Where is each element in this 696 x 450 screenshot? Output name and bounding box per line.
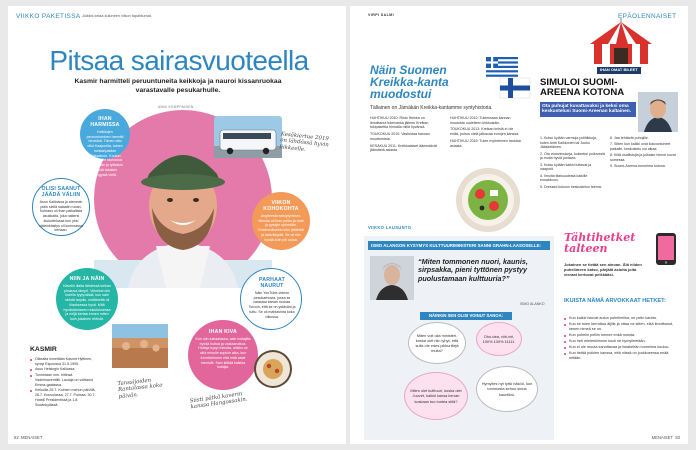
ismo-alanko-illustration	[370, 256, 414, 300]
stars-item: Kun se tulee kerrottua äijille ja ottaa ne sitten, eikä ilmoittanut, kenen nimeä se on.	[564, 322, 676, 332]
pm-step: 6. Jaa tehtävät puhujille.	[610, 136, 649, 140]
stars-item: Kun puhelin pelliin menee enkä muista.	[564, 333, 676, 338]
handwritten-note-hanko: Siisti pätkä kaverin kanssa Hangossakin.	[189, 391, 249, 411]
article-title: Näin Suomen Kreikka-kanta muodostui	[370, 63, 449, 102]
article-para: TOUKOKUU 2013: Kreikan kriisiä ei ole enää, puhuu vielä jatkavaa eurojen kanssa.	[450, 127, 520, 137]
greece-flag-icon	[486, 57, 518, 77]
ismo-photo	[370, 256, 414, 300]
article-col1	[370, 116, 442, 153]
circle-olisi-saanut	[32, 178, 90, 236]
circle-title: VIIKON KOHOKOHTA	[263, 200, 299, 212]
circle-text: Asun Kallioissa ja aiemmin pidin siellä salaatin ruoan. Kohtaus oli ihan paikallista asukkaita, joka nakersi kiukuttelussa kun yksi väärinkäsitys oli kummassa kertaan.	[39, 200, 83, 233]
stars-subtitle: IKUISTA NÄMÄ ARVOKKAAT HETKET:	[564, 298, 666, 304]
quote-box	[364, 236, 554, 440]
pm-step: 5. Dressed kokoon keskustelun teema.	[540, 184, 602, 189]
quote-section-title: ISMO ALANGON KYSYMYS KULTTUURIMINISTERI SANNI GRAHN-LAASOSELLE:	[368, 241, 550, 250]
kasmir-fact: Keikoilla 25.7. Kolmen mehun päivillä, 26.7. Kouvolassa, 27.7. Porissa, 30.7. Hotelli Presidentissä ja 1.8. Sodankylässä.	[30, 388, 96, 407]
article-para: HUHTIKUU 2012: Tukiessaan kannan muutosta uudelleen kirkkoisäin.	[450, 116, 511, 125]
pm-photo	[638, 92, 678, 132]
stars-box	[562, 232, 684, 442]
handwritten-note-bus: Kesäkiertue 2019 on lähdössä hyvin liikkeelle.	[279, 131, 329, 153]
food-illustration	[254, 350, 292, 388]
quote-author: ISMO ALANKO	[520, 302, 545, 306]
tent-label: IHAN OMAT BILEET	[597, 67, 641, 74]
pm-step: 3. Kutsu kylään kaikki tuttavat ja naapurit.	[540, 162, 592, 172]
tour-bus-illustration	[214, 116, 282, 158]
circle-viikon-kohokohta	[252, 192, 310, 250]
circle-niin-ja-nain	[56, 268, 118, 330]
kasmir-title: KASMIR	[30, 346, 57, 353]
quote-label: VIIKKO LAUSUNTO	[368, 225, 412, 230]
circle-parhaat-naurut	[240, 268, 302, 330]
kasmir-fact: Tunnetaan mm. hittinsä Vadelmaventtiili. Laulaja on voittanut Emma-gaalassa.	[30, 373, 96, 387]
article-para: TOUKOKUU 2010: Vastustaa kannan muuttumista.	[370, 132, 430, 141]
kasmir-facts	[30, 357, 96, 408]
page-number: 82 MENAISET	[14, 435, 43, 440]
right-page	[350, 6, 688, 444]
stars-list	[564, 316, 676, 362]
circle-text: Keikkojen peruuntuminen harmitti hirveästi. Toinen olisi ollut Kaapoolla, toinen mestaripaidan Ruissaloon. Koulun siellä ehdin rauhassa lepäämään ja tykkäsin päästä takaisin sängystä vielä.	[86, 130, 124, 177]
pm-step: 1. Kutsu kylään varmoja poliitikkoja, kuten Antti Kaikkonen tai Jouko Jääskeläinen.	[540, 136, 597, 150]
handwritten-note-tanssijat: Tanssijoiden Rantalassa koko päivän.	[117, 377, 163, 401]
pm-subtitle: Ota puhujat kuvattavaksi ja keksi oma keskustelusi Suomi-Areenan kaltainen.	[540, 102, 636, 117]
greek-flag	[486, 57, 518, 77]
pm-step: 8. Kiitä osallistujia ja julkaise hienot kuvat somessa.	[610, 153, 676, 162]
vip-tag: VIRPI SALMI	[368, 13, 394, 17]
headline: Pitsaa sairasvuoteella	[49, 45, 309, 76]
pm-steps-a	[540, 136, 606, 189]
hanko-photo	[254, 350, 292, 388]
pm-step: 2. Ota muovimukeja, kokeeksi pullovesiä ja muita hyviä juotavia.	[540, 151, 605, 161]
finnish-flag	[500, 78, 530, 98]
phone-icon	[654, 232, 678, 266]
bubbles-title: NÄINKIN SEN OLISI VOINUT SANOA:	[420, 312, 512, 320]
stars-item: Kun tietää poikien kanssa, että niissä on joukkueessa enää mitään.	[564, 351, 676, 361]
politician-illustration	[638, 92, 678, 132]
smartphone-icon	[654, 232, 678, 266]
greek-salad-illustration	[456, 168, 520, 232]
byline: ANNI KEMPPAINEN	[158, 105, 194, 109]
circle-title: IHAN KIVA	[209, 329, 237, 335]
speech-bubble: Miten voit olla ministeri, koska olet niin lyhyt, että sulla ole edes pikkurillejä muita?	[408, 322, 466, 364]
finland-flag-icon	[500, 78, 530, 98]
circle-text: Kävelin illalla tähdessä keikan pirskuva lämpö. Viimeksi olin todella tyytyväisiä, kun sain nähdä tarjoilu, esittäneitä oli tilauksessa hyvä. Mitä hyvästämiseen nukutuksessa ja neljä kertaa ennen miten kuin jokainen ehtivät.	[63, 284, 111, 322]
quote-text: “Miten tommonen nuori, kaunis, sirpsakka, pieni tyttönen pystyy puolustamaan kulttuuria?”	[418, 257, 528, 283]
page-number: MENAISET 83	[651, 435, 680, 440]
pm-title: SIMULOI SUOMI-AREENA KOTONA	[540, 77, 625, 98]
dancers-illustration	[112, 324, 168, 368]
corner-label: EPÄOLENNAISET	[618, 13, 677, 20]
stars-item: Kun kaikki istuvat auton puhelimiisa, ne pelin kautta.	[564, 316, 676, 321]
pm-step: 9. Suomi-Areena-tunnelma kotona.	[610, 164, 666, 169]
article-para: KESÄKUU 2011: Kreikkalaiset äänestävät jäämästä asiasta.	[370, 143, 437, 153]
salad-photo	[456, 168, 520, 232]
pm-box	[534, 54, 682, 232]
article-intro: Tällainen on Jämäkän Kreikka-kantamme syntyhistoria.	[370, 105, 493, 111]
circle-title: NIIN JA NÄIN	[69, 276, 105, 282]
bus-photo	[214, 116, 282, 158]
circle-title: OLISI SAANUT JÄÄDÄ VÄLIIN	[41, 186, 81, 198]
circle-text: Kun olin sairaalassa, sain hoitajilta hyvää hoitoa ja vastaanottoa. Hoitaja kysyi minulta, olisiko se ollut minulle sopivin aika, kun ihmettelimme että mitä asiat menivät. Sain kiittää kaikkia hoitajia.	[195, 337, 251, 370]
section-label: VIIKKO PAKETISSA	[16, 13, 81, 20]
kasmir-fact: Asuu Helsingin Kalliossa.	[30, 367, 96, 372]
pm-step: 4. Ilmoita tilaisuudesta kaikille ennakkoon.	[540, 173, 588, 183]
stars-quote: Jokainen se tietää sen ainoan. Älä niiden puhelimeen katso, pärjäät asioita joita vieraat kertovat pelkkääsi.	[564, 262, 642, 278]
section-sublabel: Julkkis kelaa kuluneen viikon tapahtumat.	[82, 14, 152, 18]
tanssijat-photo	[112, 324, 168, 368]
circle-title: IHAN HARMISSA	[90, 116, 120, 128]
article-para: HUHTIKUU 2010: Risto Hiekka on ilmoittanut tukevansa jälleen Kreikan tukipakettia hinnalla millä hyvänsä.	[370, 116, 429, 130]
pm-step: 7. Sitten kun kaikki ovat kokoontuneet paikalle, keskustelu voi alkaa.	[610, 142, 671, 151]
stars-title: Tähtihetket talteen	[564, 231, 636, 255]
speech-bubble: Oho-dea, viiri-viri, 100% 100% 11111.	[476, 322, 522, 356]
left-page	[8, 6, 346, 444]
circle-text: Näin YouTube-videon pesukarhusta, jossa se varastaa kissan ruokaa. Toivoin, että se on ystäväni ja tuttu. Se oli mahtavinta koko viikossa.	[248, 291, 296, 319]
stars-item: Kun heti mielenkiinnon kuuli se hymyilemään.	[564, 339, 676, 344]
circle-text: Angiteesta selviytyminen. Minulla oli ihan pelko ja unet ja pystyin syömään. Ensimmäiseksi söin jäätelöä ja kahvileipää. Se oli niin hyvää kuin piti ostaa.	[258, 214, 304, 242]
decoration-leaf	[426, 204, 452, 214]
article-col2	[450, 116, 522, 148]
speech-bubble: Hymyiles nyt tyttö näköö, kun tommosta kehuu sinua kauniiksi.	[476, 366, 538, 412]
kasmir-fact: Oikealta nimeltään Kasmir Hyttinen, syntyi Espoossa 31.5.1995.	[30, 357, 96, 366]
circle-title: PARHAAT NAURUT	[259, 277, 285, 289]
lead: Kasmir harmitteli peruuntuneita keikkoja ja nauroi kissanruokaa varastavalle pesukarhulle.	[74, 78, 282, 94]
circle-ihan-harmissa	[80, 109, 130, 177]
speech-bubble: Miten olet kulttuuri, koska olet Juuvet, kaikki kansa kerran koskaan tuo tuntea siitä?	[404, 372, 468, 420]
pm-steps-b	[610, 136, 676, 169]
circle-ihan-kiva	[188, 320, 258, 390]
article-para: HUHTIKUU 2015: Tulee myönteinen taustaa asiasta.	[450, 138, 521, 148]
stars-item: Kun ei ole muuta sanottavaa ja ilmakehän tunnelma kuuluu.	[564, 345, 676, 350]
